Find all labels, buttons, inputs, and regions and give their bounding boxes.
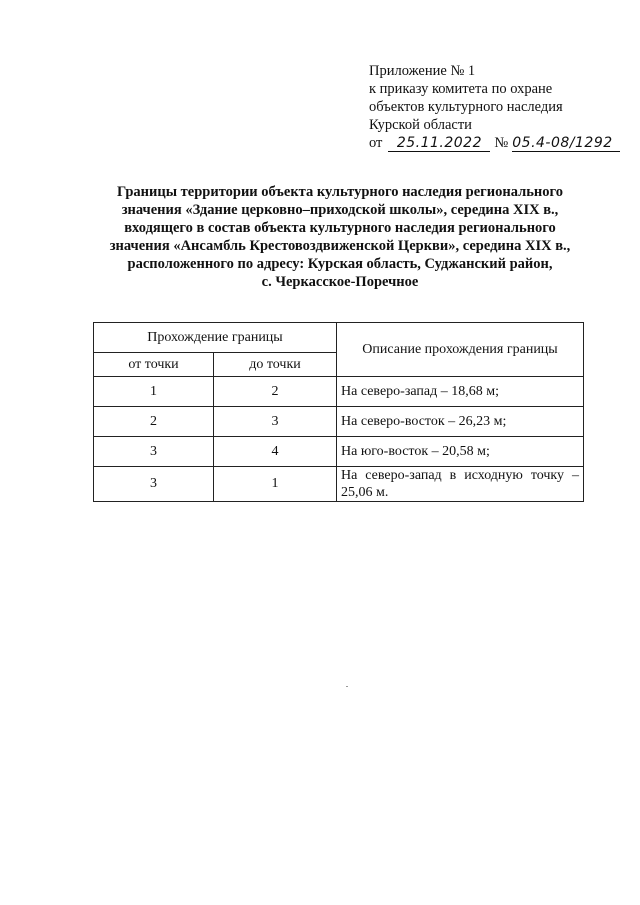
table-row [94, 467, 584, 502]
annex-line: объектов культурного наследия [369, 99, 563, 115]
title-line: с. Черкасское-Поречное [261, 274, 419, 290]
description-cell: На юго-восток – 20,58 м; [337, 437, 584, 467]
scan-speck [346, 686, 348, 687]
title-line: Границы территории объекта культурного наследия регионального [117, 184, 563, 200]
title-line: значения «Здание церковно–приходской школы», середина XIX в., [121, 202, 559, 218]
from-point-cell: 3 [94, 467, 214, 502]
description-cell: На северо-запад – 18,68 м; [337, 377, 584, 407]
to-point-cell: 2 [214, 377, 337, 407]
title-line: расположенного по адресу: Курская область, Суджанский район, [127, 256, 553, 272]
header-boundary-passage: Прохождение границы [94, 323, 337, 353]
annex-title: Приложение № 1 [369, 63, 476, 79]
to-point-cell: 1 [214, 467, 337, 502]
annex-line: к приказу комитета по охране [369, 81, 553, 97]
annex-line: Курской области [369, 117, 472, 133]
boundary-table [93, 322, 584, 502]
from-point-cell: 3 [94, 437, 214, 467]
order-number-handwritten: 05.4-08/1292 [512, 135, 620, 152]
document-title [80, 183, 600, 291]
annex-block [369, 62, 620, 152]
title-line: входящего в состав объекта культурного наследия регионального [124, 220, 556, 236]
number-label: № [494, 135, 509, 151]
from-point-cell: 2 [94, 407, 214, 437]
description-cell: На северо-запад в исходную точку – 25,06 м. [337, 467, 584, 502]
to-point-cell: 3 [214, 407, 337, 437]
header-to-point: до точки [214, 353, 337, 377]
title-line: значения «Ансамбль Крестовоздвиженской Церкви», середина XIX в., [109, 238, 571, 254]
from-label: от [369, 135, 383, 151]
header-from-point: от точки [94, 353, 214, 377]
to-point-cell: 4 [214, 437, 337, 467]
order-date-handwritten: 25.11.2022 [388, 135, 490, 152]
table-header-row [94, 323, 584, 353]
order-reference [369, 134, 620, 152]
header-description: Описание прохождения границы [337, 323, 584, 377]
table-row [94, 437, 584, 467]
table-row [94, 377, 584, 407]
from-point-cell: 1 [94, 377, 214, 407]
table-row [94, 407, 584, 437]
description-cell: На северо-восток – 26,23 м; [337, 407, 584, 437]
